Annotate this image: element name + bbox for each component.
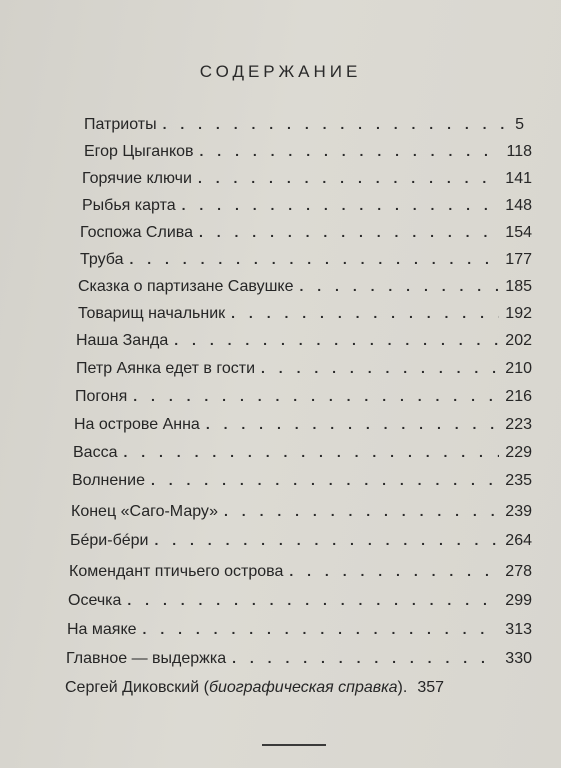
toc-entry: [71, 503, 532, 529]
toc-entry-title: Труба: [80, 251, 124, 268]
toc-entry: [82, 197, 532, 223]
toc-entry-page: 330: [505, 650, 532, 667]
toc-entry-title: Егор Цыганков: [84, 143, 194, 160]
toc-entry-page: 264: [505, 532, 532, 549]
closing-rule: [262, 744, 326, 746]
toc-entry-title: Волнение: [72, 472, 145, 489]
toc-entry-title: Наша Занда: [76, 332, 169, 349]
toc-entry-title: Сказка о партизане Савушке: [78, 278, 294, 295]
toc-entry-title: Погоня: [75, 388, 128, 405]
toc-entry: [80, 251, 532, 277]
toc-entry: [76, 360, 532, 386]
toc-entry-title: Патриоты: [84, 116, 157, 133]
toc-entry-page: 357: [417, 679, 445, 696]
toc-entry-title: Конец «Саго-Мару»: [71, 503, 219, 520]
toc-entry-title: Горячие ключи: [82, 170, 192, 187]
toc-entry: [70, 532, 532, 558]
leader-dots: [200, 143, 501, 159]
toc-entry-page: 148: [505, 197, 532, 214]
toc-entry-title: Васса: [73, 444, 118, 461]
toc-entry-title: Бéри-бéри: [70, 532, 149, 549]
toc-entry-page: 299: [505, 592, 532, 609]
leader-dots: [174, 332, 499, 348]
toc-entry-title: На острове Анна: [74, 416, 200, 433]
leader-dots: [198, 170, 499, 186]
toc-entry: [72, 472, 532, 498]
leader-dots: [143, 621, 500, 637]
leader-dots: [123, 444, 499, 460]
toc-entry-page: 118: [506, 143, 532, 160]
toc-entry: [65, 679, 532, 705]
toc-entry-page: 216: [505, 388, 532, 405]
toc-entry: [67, 621, 532, 647]
toc-entry: [75, 388, 532, 414]
toc-entry: [84, 116, 524, 142]
leader-dots: [133, 388, 499, 404]
toc-entry: [73, 444, 532, 470]
leader-dots: [232, 650, 499, 666]
toc-entry-title: Осечка: [68, 592, 122, 609]
leader-dots: [151, 472, 499, 488]
toc-entry: [66, 650, 532, 676]
leader-dots: [199, 224, 499, 240]
leader-dots: [154, 532, 499, 548]
page-title: СОДЕРЖАНИЕ: [199, 62, 362, 81]
toc-entry-page: 202: [505, 332, 532, 349]
toc-entry-title-italic: биографическая справка: [208, 679, 398, 696]
toc-entry: [68, 592, 532, 618]
leader-dots: [182, 197, 500, 213]
toc-entry-page: 223: [505, 416, 532, 433]
leader-dots: [299, 278, 499, 294]
toc-entry-title-start: Сергей Диковский (: [65, 679, 209, 696]
leader-dots: [163, 116, 510, 132]
leader-dots: [224, 503, 499, 519]
toc-entry-page: 278: [505, 563, 532, 580]
toc-entry: [74, 416, 532, 442]
toc-entry-page: 177: [505, 251, 532, 268]
toc-entry-page: 239: [505, 503, 532, 520]
toc-entry: [78, 305, 532, 331]
toc-entry-title: Главное — выдержка: [66, 650, 227, 667]
toc-entry-page: 141: [505, 170, 532, 187]
leader-dots: [206, 416, 499, 432]
table-of-contents: [0, 112, 561, 712]
toc-entry: [84, 143, 532, 169]
toc-entry-page: 235: [505, 472, 532, 489]
toc-entry: [69, 563, 532, 589]
leader-dots: [127, 592, 499, 608]
toc-entry-page: 229: [505, 444, 532, 461]
toc-entry-title: Комендант птичьего острова: [69, 563, 284, 580]
toc-entry: [78, 278, 532, 304]
toc-entry-page: 154: [505, 224, 532, 241]
toc-entry: [80, 224, 532, 250]
toc-entry: [76, 332, 532, 358]
leader-dots: [231, 305, 499, 321]
toc-entry-page: 185: [505, 278, 532, 295]
toc-entry-title: Петр Аянка едет в гости: [76, 360, 256, 377]
toc-entry-title: [65, 679, 407, 697]
toc-entry-title: На маяке: [67, 621, 137, 638]
toc-entry-title: Госпожа Слива: [80, 224, 193, 241]
toc-entry-page: 5: [515, 116, 524, 133]
toc-entry-title: Рыбья карта: [82, 197, 176, 214]
toc-entry-page: 313: [505, 621, 532, 638]
toc-entry-title-end: ).: [397, 679, 408, 696]
leader-dots: [129, 251, 499, 267]
toc-entry-title: Товарищ начальник: [78, 305, 226, 322]
leader-dots: [289, 563, 499, 579]
toc-entry-page: 210: [505, 360, 532, 377]
toc-entry: [82, 170, 532, 196]
toc-entry-page: 192: [505, 305, 532, 322]
leader-dots: [261, 360, 499, 376]
